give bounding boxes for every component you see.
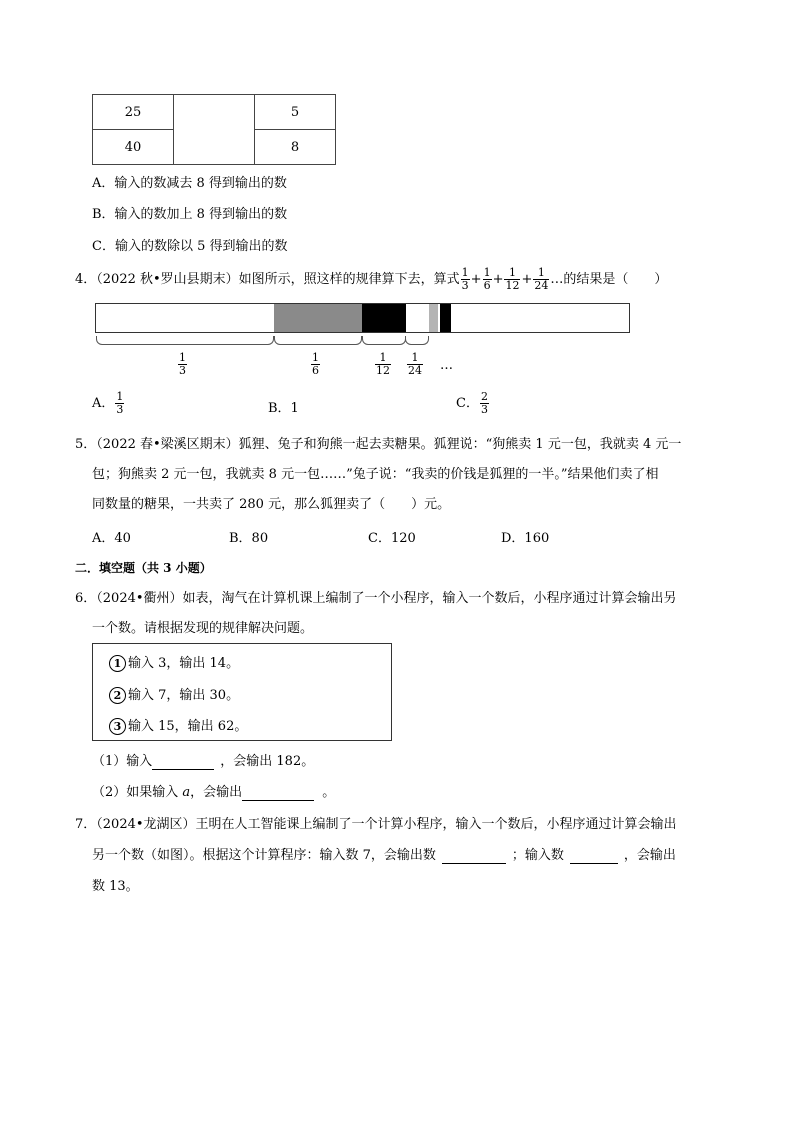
fraction: $\frac{1}{12}$ <box>505 266 520 292</box>
q4-option-b: B．1 <box>268 401 299 416</box>
q6-sub2: （2）如果输入 a，会输出 。 <box>92 785 336 800</box>
brace <box>405 336 429 345</box>
q4-option-a: A． $\frac{1}{3}$ <box>92 390 124 416</box>
program-item: 1 输入 3，输出 14。 <box>109 652 239 672</box>
table-cell: 25 <box>93 95 174 130</box>
brace <box>274 336 362 345</box>
answer-blank[interactable] <box>242 785 314 801</box>
q5-option-d: D．160 <box>501 531 550 546</box>
q4-stem-text: 4．（2022 秋•罗山县期末）如图所示，照这样的规律算下去，算式 <box>75 272 460 287</box>
program-item: 3 输入 15，输出 62。 <box>109 715 247 735</box>
table-cell: 40 <box>93 130 174 165</box>
q5-line2: 包；狗熊卖 2 元一包，我就卖 8 元一包……”兔子说：“我卖的价钱是狐狸的一半。”结果他们卖了相 <box>92 467 659 482</box>
brace <box>362 336 406 345</box>
q3-option-a: A．输入的数减去 8 得到输出的数 <box>92 176 287 191</box>
label-fraction: $\frac{1}{6}$ <box>312 351 319 377</box>
q4-stem-tail: …的结果是（ ） <box>550 272 668 287</box>
bar-segment-sixth <box>362 304 406 332</box>
program-box <box>92 643 392 741</box>
q5-line1: 5．（2022 春•梁溪区期末）狐狸、兔子和狗熊一起去卖糖果。狐狸说：“狗熊卖 1 元一包，我就卖 4 元一 <box>75 437 682 452</box>
program-item: 2 输入 7，输出 30。 <box>109 684 239 704</box>
ellipsis: … <box>440 358 453 373</box>
table-cell-empty <box>174 95 255 165</box>
label-fraction: $\frac{1}{12}$ <box>376 351 390 377</box>
q7-line2: 另一个数（如图）。根据这个计算程序：输入数 7，会输出数 ；输入数 ，会输出 <box>92 848 676 863</box>
plus-sign: + <box>470 272 482 287</box>
q6-line2: 一个数。请根据发现的规律解决问题。 <box>92 621 314 636</box>
bar-segment-24th <box>440 304 451 332</box>
plus-sign: + <box>521 272 533 287</box>
fraction-bar-diagram <box>95 303 630 333</box>
label-fraction: $\frac{1}{3}$ <box>179 351 186 377</box>
q3-option-b: B．输入的数加上 8 得到输出的数 <box>92 207 288 222</box>
q4-stem <box>75 264 667 296</box>
q7-line1: 7．（2024•龙湖区）王明在人工智能课上编制了一个计算小程序，输入一个数后，小程序通过计算会输出 <box>75 817 677 832</box>
plus-sign: + <box>492 272 504 287</box>
q5-option-a: A．40 <box>92 531 131 546</box>
answer-blank[interactable] <box>570 848 618 864</box>
io-table <box>92 94 336 165</box>
q6-sub1: （1）输入 ，会输出 182。 <box>92 754 315 769</box>
q6-line1: 6．（2024•衢州）如表，淘气在计算机课上编制了一个小程序，输入一个数后，小程序通过计算会输出另 <box>75 591 677 606</box>
answer-blank[interactable] <box>152 754 214 770</box>
bar-segment-third <box>274 304 362 332</box>
q3-option-c: C．输入的数除以 5 得到输出的数 <box>92 239 288 254</box>
answer-blank[interactable] <box>442 848 506 864</box>
table-cell: 8 <box>255 130 336 165</box>
q5-option-c: C．120 <box>368 531 416 546</box>
fraction: $\frac{1}{24}$ <box>534 266 549 292</box>
section-heading: 二．填空题（共 3 小题） <box>75 561 212 575</box>
q5-option-b: B．80 <box>229 531 269 546</box>
q7-line3: 数 13。 <box>92 879 139 894</box>
q4-option-c: C． $\frac{2}{3}$ <box>456 390 488 416</box>
fraction: $\frac{1}{6}$ <box>483 266 491 292</box>
bar-segment-twelfth <box>429 304 438 332</box>
q5-line3: 同数量的糖果，一共卖了 280 元，那么狐狸卖了（ ）元。 <box>92 497 451 512</box>
label-fraction: $\frac{1}{24}$ <box>408 351 422 377</box>
fraction: $\frac{1}{3}$ <box>461 266 469 292</box>
table-cell: 5 <box>255 95 336 130</box>
brace <box>96 336 274 345</box>
